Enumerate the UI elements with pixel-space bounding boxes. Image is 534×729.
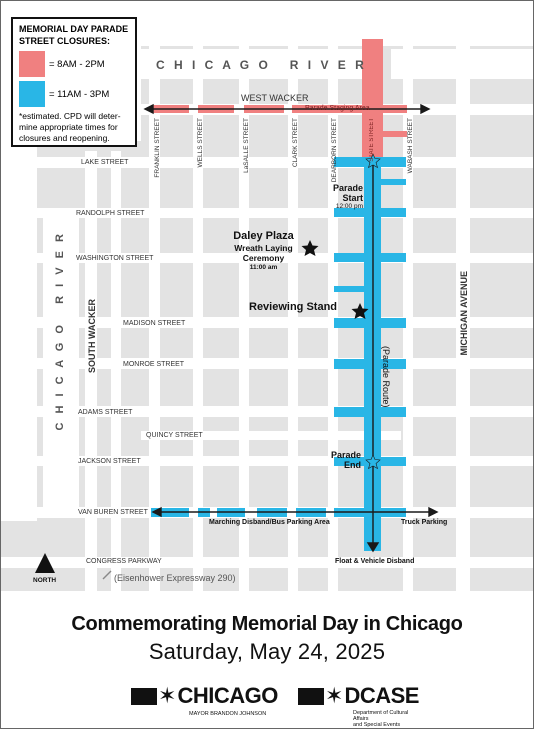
monroe-street-label: MONROE STREET [123,361,185,368]
marching-disband-label: Marching Disband/Bus Parking Area [209,519,330,526]
michigan-avenue-label: MICHIGAN AVENUE [459,271,469,356]
footer-title: Commemorating Memorial Day in Chicago [71,613,463,635]
van-buren-street-label: VAN BUREN STREET [78,509,148,516]
legend-box [11,17,137,147]
blue-label: = 11AM - 3PM [49,88,110,100]
chicago-flag-box-icon [131,688,157,705]
west-wacker-label: WEST WACKER [241,93,309,103]
wabash-street-label: WABASH STREET [407,118,414,174]
truck-parking-label: Truck Parking [401,519,448,526]
daley-plaza-label: Daley Plaza Wreath Laying Ceremony 11:00 am [233,230,294,271]
washington-street-label: WASHINGTON STREET [76,255,154,262]
footer-date: Saturday, May 24, 2025 [148,639,386,664]
dcase-logo [298,683,419,728]
chicago-river-side-label: C H I C A G O R I V E R [54,231,66,431]
dcase-flag-box-icon [298,688,324,705]
red-swatch [19,51,45,77]
red-label: = 8AM - 2PM [49,58,105,70]
chicago-logo [131,685,278,725]
franklin-street-label: FRANKLIN STREET [154,118,161,178]
dcase-star-icon: ✶ [325,683,344,708]
congress-parkway-label: CONGRESS PARKWAY [86,558,162,565]
chicago-logo-text: CHICAGO [177,683,278,708]
dcase-logo-text: DCASE [344,683,419,708]
lake-street-label: LAKE STREET [81,159,129,166]
parade-start-label: Parade Start 12:00 pm [332,183,363,210]
wells-street-label: WELLS STREET [197,118,204,168]
reviewing-stand-label: Reviewing Stand [249,301,338,313]
parade-route-label: (Parade Route) [381,346,391,408]
jackson-street-label: JACKSON STREET [78,458,141,465]
state-street-label: STATE STREET [369,118,375,162]
chicago-river-top-label: C H I C A G O R I V E R [156,58,367,72]
parade-end-label: Parade End [330,450,361,470]
legend-note: *estimated. CPD will deter- mine appropriate times for closures and reopening. [19,111,121,143]
dearborn-street-label: DEARBORN STREET [331,118,338,183]
eisenhower-label: (Eisenhower Expressway 290) [114,573,236,583]
dcase-logo-subtitle: Department of Cultural Affairs and Special Events [353,710,409,728]
blue-swatch [19,81,45,107]
south-wacker-label: SOUTH WACKER [87,299,97,373]
lasalle-street-label: LaSALLE STREET [243,118,250,173]
chicago-logo-subtitle: MAYOR BRANDON JOHNSON [189,711,267,717]
randolph-street-label: RANDOLPH STREET [76,210,145,217]
legend-red-row [19,51,129,77]
float-disband-label: Float & Vehicle Disband [335,558,415,565]
legend-title-2: STREET CLOSURES: [19,36,111,46]
clark-street-label: CLARK STREET [292,118,299,168]
adams-street-label: ADAMS STREET [78,409,133,416]
staging-area-label: Parade Staging Area [305,105,370,112]
chicago-star-icon: ✶ [158,683,177,708]
madison-street-label: MADISON STREET [123,320,186,327]
legend-title-1: MEMORIAL DAY PARADE [19,24,129,34]
quincy-street-label: QUINCY STREET [146,432,203,439]
north-label: NORTH [33,577,57,584]
legend-blue-row [19,81,129,107]
